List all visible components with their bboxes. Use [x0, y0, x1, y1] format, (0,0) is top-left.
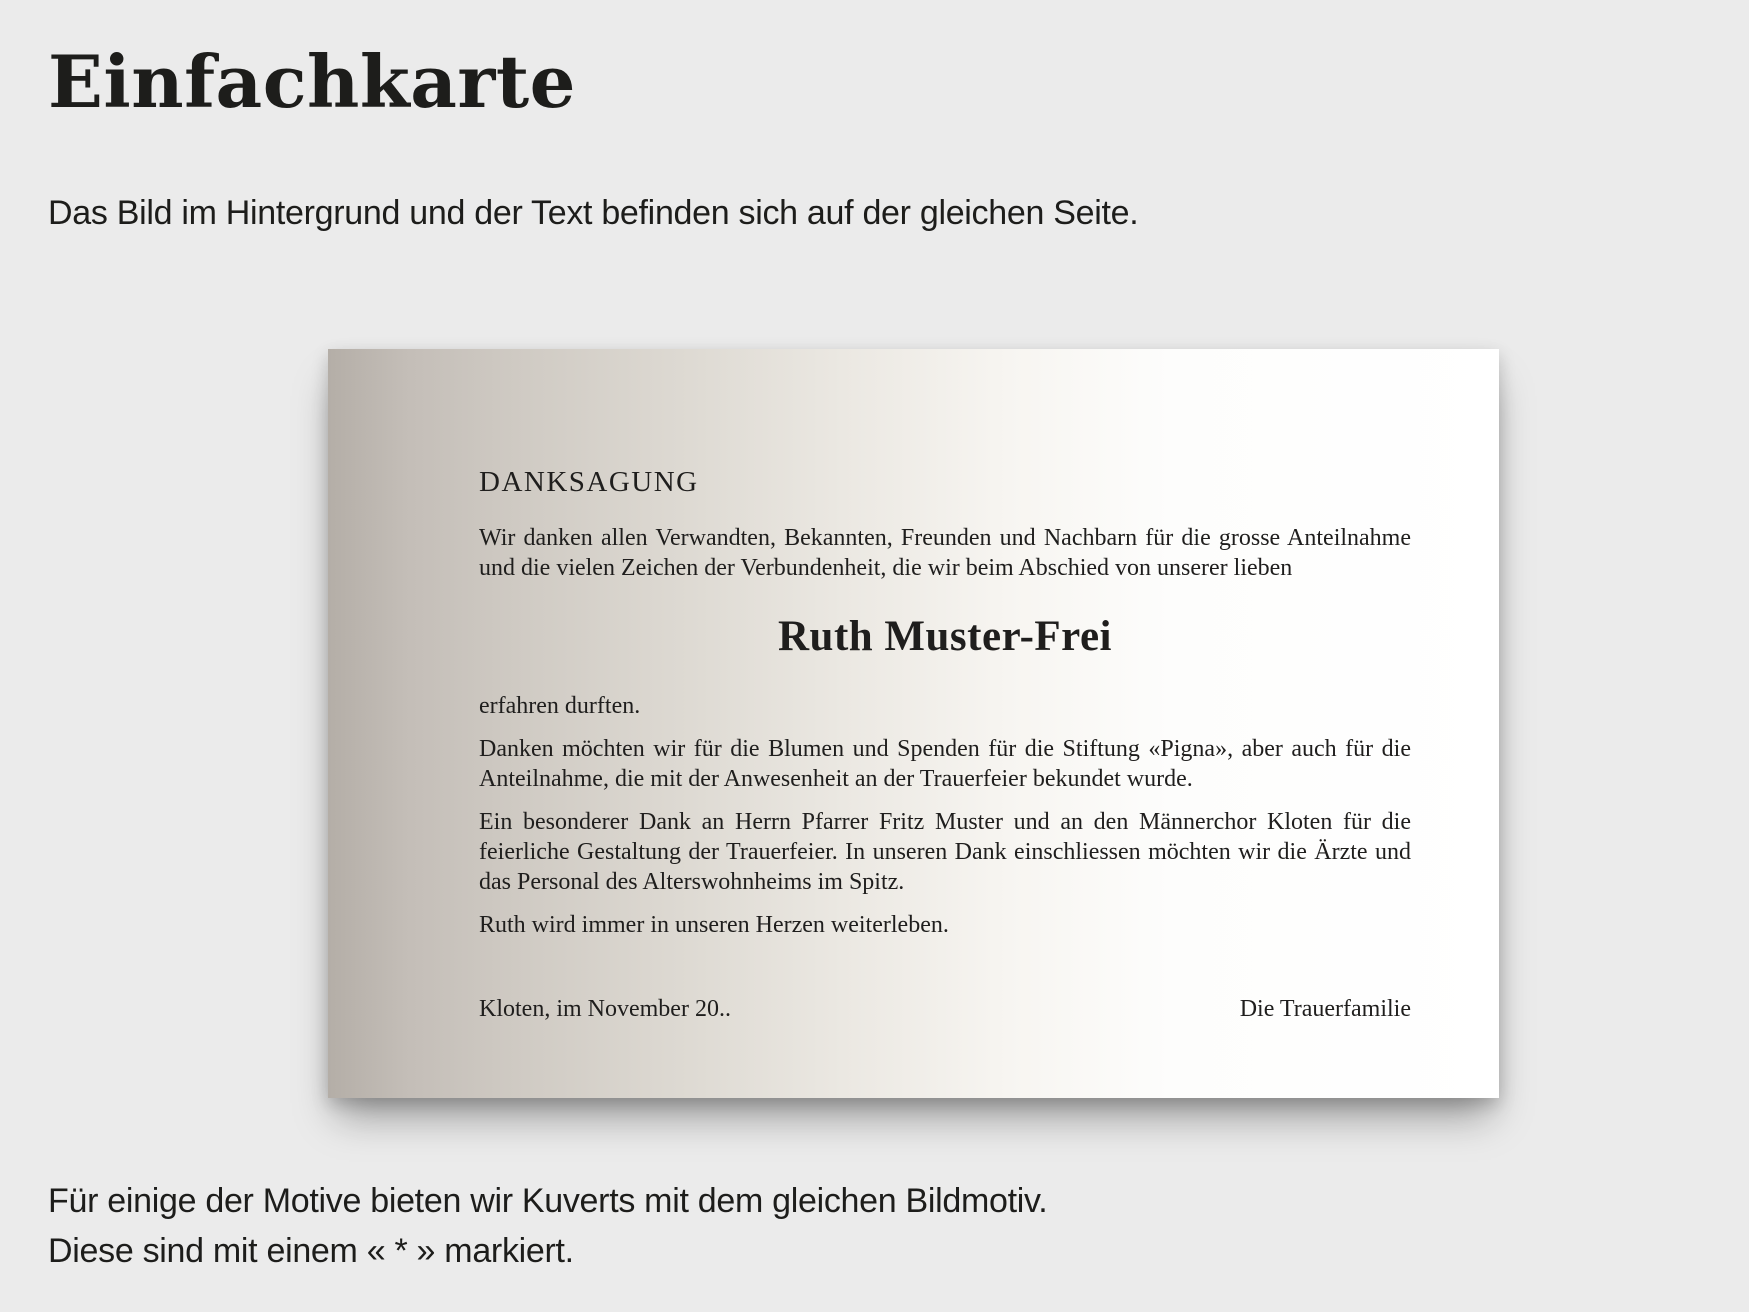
- card-paragraph-flowers: Danken möchten wir für die Blumen und Spenden für die Stiftung «Pigna», aber auch für die Anteilnahme, die mit der Anwesenheit an der Trauerfeier bekundet wurde.: [479, 736, 1411, 792]
- page-footer: [48, 1176, 1047, 1276]
- page-subtitle: Das Bild im Hintergrund und der Text befinden sich auf der gleichen Seite.: [48, 194, 1139, 232]
- card-footer: [479, 994, 1411, 1024]
- card-place-date: Kloten, im November 20..: [479, 996, 731, 1022]
- danksagung-card-image: [328, 349, 1499, 1098]
- card-paragraph-memory: Ruth wird immer in unseren Herzen weiterleben.: [479, 912, 949, 938]
- card-content: [328, 349, 1499, 1098]
- deceased-name: Ruth Muster-Frei: [777, 613, 1112, 660]
- card-heading: DANKSAGUNG: [479, 466, 699, 498]
- page-footer-line1: Für einige der Motive bieten wir Kuverts mit dem gleichen Bildmotiv.: [48, 1182, 1048, 1220]
- card-paragraph-thanks: Ein besonderer Dank an Herrn Pfarrer Fritz Muster und an den Männerchor Kloten für die feierliche Gestaltung der Trauerfeier. In unseren Dank einschliessen möchten wir die Ärzte und das Personal des Alterswohnheims im Spitz.: [479, 809, 1411, 895]
- page-footer-line2: Diese sind mit einem « * » markiert.: [48, 1232, 574, 1270]
- card-after-name: erfahren durften.: [479, 693, 641, 719]
- card-intro-paragraph: Wir danken allen Verwandten, Bekannten, Freunden und Nachbarn für die grosse Anteilnahme und die vielen Zeichen der Verbundenheit, die wir beim Abschied von unserer lieben: [479, 525, 1411, 581]
- page-title: Einfachkarte: [48, 39, 576, 124]
- card-signature: Die Trauerfamilie: [1239, 996, 1411, 1022]
